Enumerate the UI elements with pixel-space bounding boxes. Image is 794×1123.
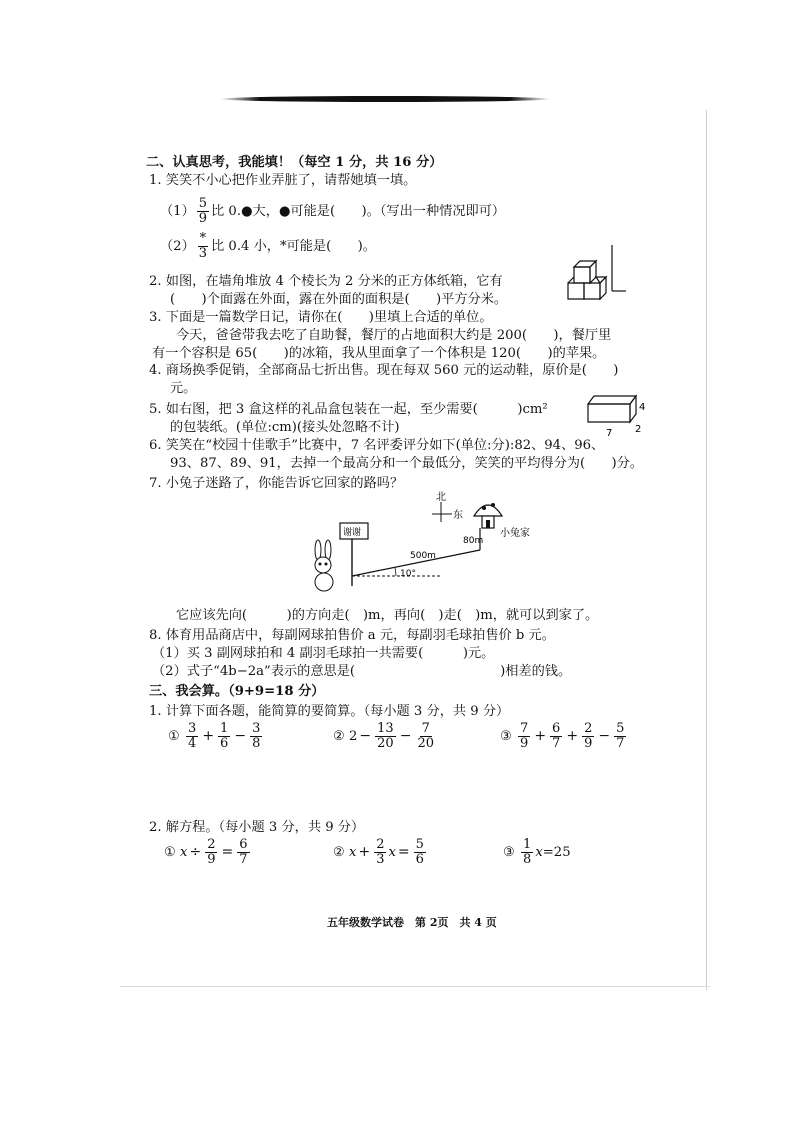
question-8-part1: （1）买 3 副网球拍和 4 副羽毛球拍一共需要( )元。 [152,646,495,661]
question-3-cont: 有一个容积是 65( )的冰箱，我从里面拿了一个体积是 120( )的苹果。 [152,346,606,361]
calc-title: 1. 计算下面各题，能简算的要简算。（每小题 3 分，共 9 分） [149,704,510,719]
question-5: 5. 如右图，把 3 盒这样的礼品盒包装在一起，至少需要( )cm² [149,402,548,417]
equations-title: 2. 解方程。（每小题 3 分，共 9 分） [149,820,365,835]
scan-shadow [220,96,550,102]
question-7: 7. 小兔子迷路了，你能告诉它回家的路吗？ [149,476,404,491]
q1-part2: （2） $\frac{*}{3}$ 比 0.4 小，*可能是( )。 [160,231,376,261]
section-heading: 三、我会算。（9+9=18 分） [149,684,325,699]
question-8: 8. 体育用品商店中，每副网球拍售价 a 元，每副羽毛球拍售价 b 元。 [149,628,555,643]
mushroom-house-icon [474,503,502,528]
calc-expression-1: ① $\frac{3}{4}$ + $\frac{1}{6}$ − $\frac{3}{8}$ [168,721,261,751]
home-label: 小兔家 [500,528,530,539]
calc-expression-3: ③ $\frac{7}{9}$ + $\frac{6}{7}$ + $\frac{2}{9}$ − $\frac{5}{7}$ [500,721,625,751]
rabbit-map-figure [300,490,550,602]
fraction: $\frac{*}{3}$ [198,231,208,261]
question-3: 3. 下面是一篇数学日记，请你在( )里填上合适的单位。 [149,310,493,325]
page-footer: 五年级数学试卷 第 2页 共 4 页 [327,916,497,929]
rabbit-icon [315,540,333,591]
fraction: $\frac{5}{9}$ [198,196,208,226]
question-2: 2. 如图，在墙角堆放 4 个棱长为 2 分米的正方体纸箱，它有 [149,274,503,289]
cube-stack-figure [560,243,630,305]
question-1: 1. 笑笑不小心把作业弄脏了，请帮她填一填。 [149,173,417,188]
box-width-label: 7 [606,428,613,439]
distance-80: 80m [463,536,484,546]
question-3-cont: 今天，爸爸带我去吃了自助餐，餐厅的占地面积大约是 200( )，餐厅里 [176,328,612,343]
calc-expression-2: ② 2 − $\frac{13}{20}$ − $\frac{7}{20}$ [333,721,434,751]
question-6: 6. 笑笑在“校园十佳歌手”比赛中，7 名评委评分如下(单位:分):82、94、96、 [149,438,605,453]
q1-part1: （1） $\frac{5}{9}$ 比 0.●大，●可能是( )。（写出一种情况即可） [160,196,506,226]
box-height-label: 4 [639,402,646,413]
question-6-cont: 93、87、89、91，去掉一个最高分和一个最低分，笑笑的平均得分为( )分。 [170,456,644,471]
east-label: 东 [453,510,463,521]
question-7-answer: 它应该先向( )的方向走( )m，再向( )走( )m，就可以到家了。 [176,608,599,623]
equation-3: ③ $\frac{1}{8}$ x=25 [503,837,571,867]
north-label: 北 [436,492,446,503]
angle-label: 10° [400,569,416,579]
question-4: 4. 商场换季促销，全部商品七折出售。现在每双 560 元的运动鞋，原价是( ) [149,363,619,378]
question-4-cont: 元。 [170,381,197,396]
equation-2: ② x + $\frac{2}{3}$ x = $\frac{5}{6}$ [333,837,424,867]
distance-500: 500m [410,551,436,561]
question-8-part2: （2）式子“4b−2a”表示的意思是( )相差的钱。 [152,664,572,679]
page-edge [706,110,707,990]
page-edge [120,986,710,987]
gift-box-figure [584,392,656,442]
section-heading: 二、认真思考，我能填！（每空 1 分，共 16 分） [146,155,443,170]
sign-text: 谢谢 [343,528,362,538]
question-5-cont: 的包装纸。(单位:cm)(接头处忽略不计) [170,420,400,435]
equation-1: ① x ÷ $\frac{2}{9}$ = $\frac{6}{7}$ [164,837,248,867]
box-depth-label: 2 [635,424,642,435]
question-2-cont: ( )个面露在外面，露在外面的面积是( )平方分米。 [170,292,508,307]
